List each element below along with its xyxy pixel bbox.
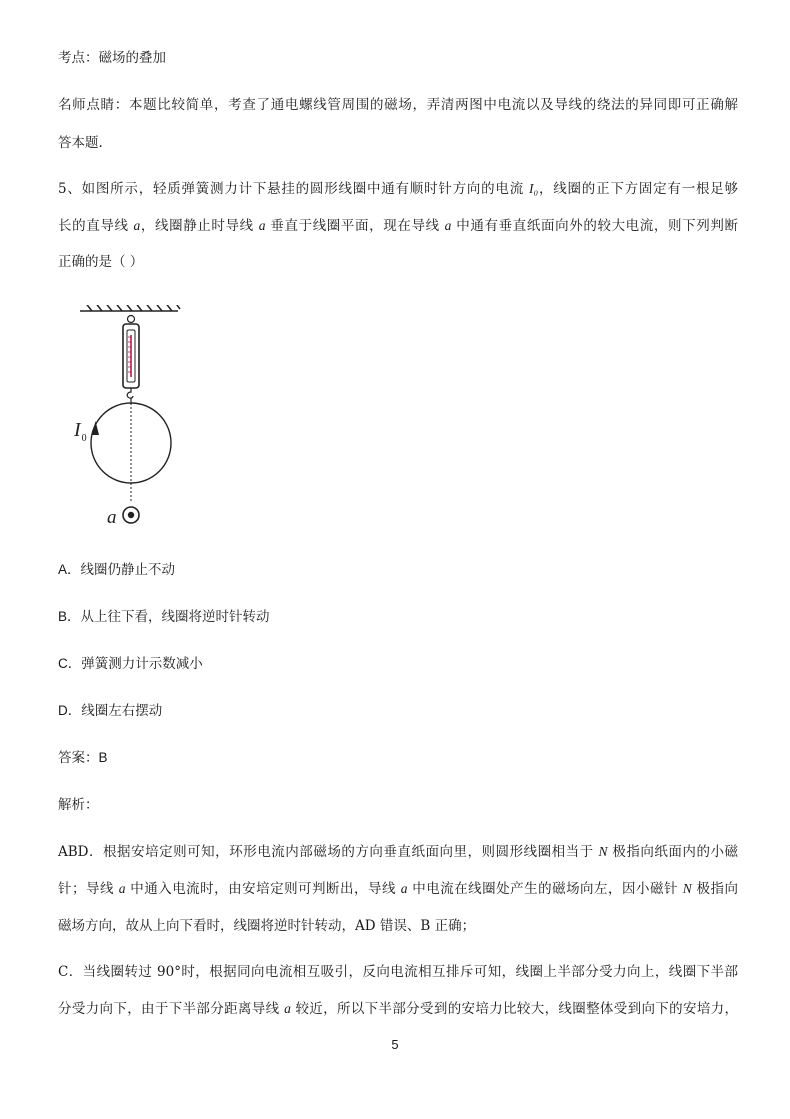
current-direction-arrow-icon [92,421,99,435]
option-d: D．线圈左右摆动 [58,703,163,718]
question-line-3: 正确的是（ ） [58,254,144,270]
question-line-1: 5、如图所示，轻质弹簧测力计下悬挂的圆形线圈中通有顺时针方向的电流 I₀，线圈的正下方固定有一根足够 [58,181,738,197]
comment-line-1: 名师点睛：本题比较简单，考查了通电螺线管周围的磁场，弄清两图中电流以及导线的绕法的异同即可正确解 [58,97,738,113]
page-number: 5 [391,1037,399,1052]
out-of-page-dot-icon [128,512,134,518]
comment-line-2: 答本题. [58,135,103,151]
option-a: A．线圈仍静止不动 [58,562,176,577]
current-label: $I_0$ [74,419,87,444]
exam-point: 考点：磁场的叠加 [58,50,166,65]
option-b: B．从上往下看，线圈将逆时针转动 [58,609,270,624]
analysis-c-line-2: 分受力向下，由于下半部分距离导线 a 较近，所以下半部分受到的安培力比较大，线圈整体受到向下的安培力， [58,1001,738,1017]
spring-scale [123,316,139,404]
ceiling-hatch [80,305,180,311]
answer: 答案：B [58,750,108,765]
wire-label: a [107,507,117,528]
spring-scale-coil-figure [70,305,190,535]
analysis-c-line-1: C．当线圈转过 90°时，根据同向电流相互吸引，反向电流相互排斥可知，线圈上半部分受力向上，线圈下半部 [58,964,738,980]
analysis-abd-line-2: 针；导线 a 中通入电流时，由安培定则可判断出，导线 a 中电流在线圈处产生的磁场向左，因小磁针 N 极指向 [58,881,738,897]
analysis-abd-line-1: ABD．根据安培定则可知，环形电流内部磁场的方向垂直纸面向里，则圆形线圈相当于 N 极指向纸面内的小磁 [58,844,738,860]
analysis-abd-line-3: 磁场方向，故从上向下看时，线圈将逆时针转动，AD 错误、B 正确； [58,918,476,934]
question-line-2: 长的直导线 a，线圈静止时导线 a 垂直于线圈平面，现在导线 a 中通有垂直纸面向外的较大电流，则下列判断 [58,218,738,234]
analysis-title: 解析： [58,797,99,812]
option-c: C．弹簧测力计示数减小 [58,656,203,671]
